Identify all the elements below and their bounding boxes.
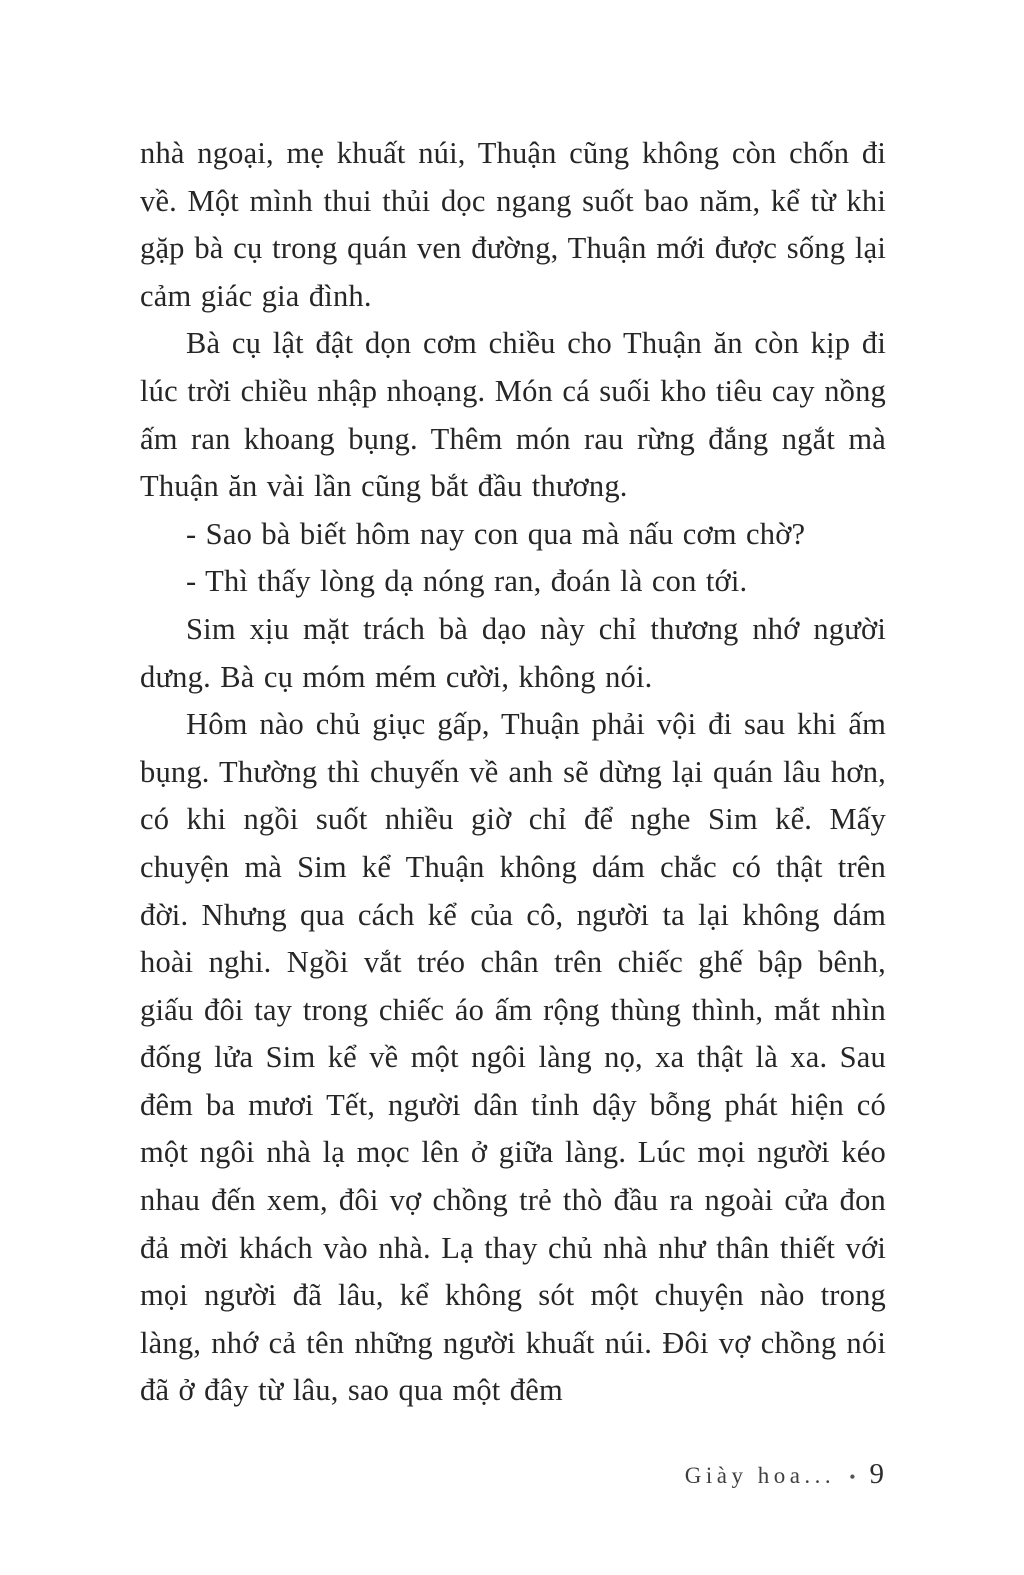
- footer-separator-dot: •: [849, 1467, 856, 1487]
- paragraph: Sim xịu mặt trách bà dạo này chỉ thương nhớ người dưng. Bà cụ móm mém cười, không nói.: [140, 611, 886, 694]
- dialogue-line: - Thì thấy lòng dạ nóng ran, đoán là con tới.: [186, 564, 748, 599]
- paragraph: Bà cụ lật đật dọn cơm chiều cho Thuận ăn còn kịp đi lúc trời chiều nhập nhoạng. Món cá suối kho tiêu cay nồng ấm ran khoang bụng. Thêm món rau rừng đắng ngắt mà Thuận ăn vài lần cũng bắt đầu thương.: [140, 326, 886, 504]
- dialogue-line: - Sao bà biết hôm nay con qua mà nấu cơm chờ?: [186, 516, 806, 551]
- body-text: [140, 130, 886, 1415]
- page-footer: [685, 1458, 884, 1491]
- running-title: Giày hoa...: [684, 1463, 836, 1488]
- page-number: 9: [869, 1458, 884, 1490]
- paragraph: Hôm nào chủ giục gấp, Thuận phải vội đi sau khi ấm bụng. Thường thì chuyến về anh sẽ dừng lại quán lâu hơn, có khi ngồi suốt nhiều giờ chỉ để nghe Sim kể. Mấy chuyện mà Sim kể Thuận không dám chắc có thật trên đời. Nhưng qua cách kể của cô, người ta lại không dám hoài nghi. Ngồi vắt tréo chân trên chiếc ghế bập bênh, giấu đôi tay trong chiếc áo ấm rộng thùng thình, mắt nhìn đống lửa Sim kể về một ngôi làng nọ, xa thật là xa. Sau đêm ba mươi Tết, người dân tỉnh dậy bỗng phát hiện có một ngôi nhà lạ mọc lên ở giữa làng. Lúc mọi người kéo nhau đến xem, đôi vợ chồng trẻ thò đầu ra ngoài cửa đon đả mời khách vào nhà. Lạ thay chủ nhà như thân thiết với mọi người đã lâu, kể không sót một chuyện nào trong làng, nhớ cả tên những người khuất núi. Đôi vợ chồng nói đã ở đây từ lâu, sao qua một đêm: [140, 707, 886, 1408]
- paragraph: nhà ngoại, mẹ khuất núi, Thuận cũng không còn chốn đi về. Một mình thui thủi dọc ngang suốt bao năm, kể từ khi gặp bà cụ trong quán ven đường, Thuận mới được sống lại cảm giác gia đình.: [140, 136, 886, 313]
